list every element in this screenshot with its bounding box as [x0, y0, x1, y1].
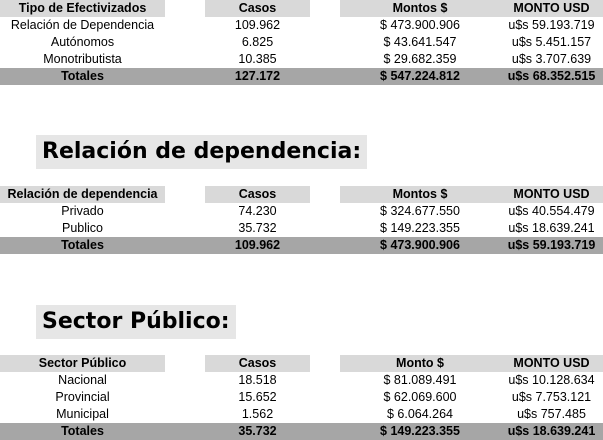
total-amount: $ 149.223.355	[380, 424, 460, 438]
row-amount: $ 6.064.264	[386, 407, 454, 421]
table2-header-cases: Casos	[205, 186, 310, 203]
row-amount: $ 43.641.547	[383, 35, 457, 49]
row-label: Provincial	[55, 390, 110, 404]
table1-header-type: Tipo de Efectivizados	[0, 0, 165, 17]
row-label: Privado	[61, 204, 104, 218]
row-cases: 74.230	[238, 204, 277, 218]
table3-header-cases: Casos	[205, 355, 310, 372]
row-amount: $ 473.900.906	[380, 18, 460, 32]
row-usd: u$s 40.554.479	[508, 204, 595, 218]
section-title-sector-publico: Sector Público:	[36, 305, 236, 339]
table-row	[0, 406, 603, 423]
table3-header-usd: MONTO USD	[500, 355, 603, 372]
row-cases: 15.652	[238, 390, 277, 404]
row-label: Municipal	[56, 407, 109, 421]
total-cases: 35.732	[238, 424, 277, 438]
table2-header-amount: Montos $	[340, 186, 500, 203]
table-row	[0, 203, 603, 220]
row-cases: 18.518	[238, 373, 277, 387]
table2-header	[0, 186, 603, 203]
table-row	[0, 389, 603, 406]
row-usd: u$s 3.707.639	[511, 52, 592, 66]
table2-total-row	[0, 237, 603, 254]
row-label: Nacional	[58, 373, 107, 387]
section-title-dependencia: Relación de dependencia:	[36, 135, 367, 169]
total-usd: u$s 18.639.241	[507, 424, 596, 438]
row-cases: 109.962	[234, 18, 281, 32]
table-row	[0, 220, 603, 237]
row-amount: $ 81.089.491	[383, 373, 457, 387]
row-amount: $ 62.069.600	[383, 390, 457, 404]
total-amount: $ 547.224.812	[380, 69, 460, 83]
table1-header-cases: Casos	[205, 0, 310, 17]
total-label: Totales	[61, 69, 104, 83]
table1-header-amount: Montos $	[340, 0, 500, 17]
total-usd: u$s 68.352.515	[507, 69, 596, 83]
row-usd: u$s 757.485	[517, 407, 586, 421]
table-row	[0, 17, 603, 34]
row-usd: u$s 5.451.157	[511, 35, 592, 49]
table-row	[0, 34, 603, 51]
row-usd: u$s 10.128.634	[508, 373, 595, 387]
table3-header	[0, 355, 603, 372]
table2-header-type: Relación de dependencia	[0, 186, 165, 203]
row-label: Publico	[62, 221, 103, 235]
row-cases: 6.825	[241, 35, 274, 49]
row-usd: u$s 18.639.241	[508, 221, 595, 235]
total-amount: $ 473.900.906	[380, 238, 460, 252]
row-cases: 1.562	[241, 407, 274, 421]
row-cases: 35.732	[238, 221, 277, 235]
table2-header-usd: MONTO USD	[500, 186, 603, 203]
table3-header-amount: Monto $	[340, 355, 500, 372]
table3-total-row	[0, 423, 603, 440]
row-amount: $ 324.677.550	[380, 204, 460, 218]
table-row	[0, 51, 603, 68]
row-usd: u$s 7.753.121	[511, 390, 592, 404]
table3-header-type: Sector Público	[0, 355, 165, 372]
table1-header-usd: MONTO USD	[500, 0, 603, 17]
row-amount: $ 29.682.359	[383, 52, 457, 66]
total-cases: 109.962	[234, 238, 281, 252]
row-label: Relación de Dependencia	[10, 18, 155, 32]
total-label: Totales	[61, 238, 104, 252]
total-usd: u$s 59.193.719	[507, 238, 596, 252]
row-cases: 10.385	[238, 52, 277, 66]
row-usd: u$s 59.193.719	[508, 18, 595, 32]
row-label: Autónomos	[50, 35, 115, 49]
total-label: Totales	[61, 424, 104, 438]
row-label: Monotributista	[43, 52, 122, 66]
row-amount: $ 149.223.355	[380, 221, 460, 235]
table-row	[0, 372, 603, 389]
table1-total-row	[0, 68, 603, 85]
total-cases: 127.172	[234, 69, 281, 83]
table1-header	[0, 0, 603, 17]
